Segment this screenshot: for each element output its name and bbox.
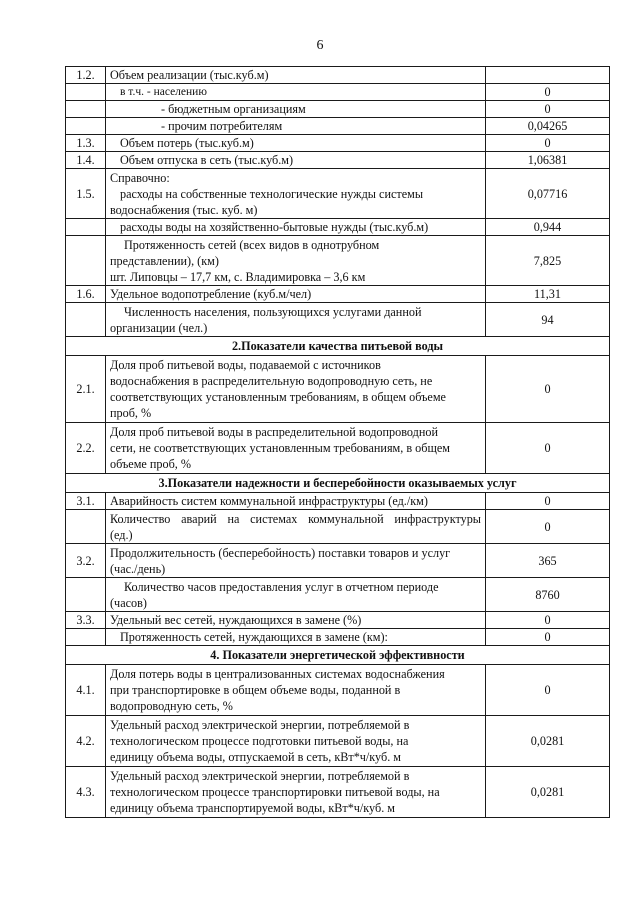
description-line: объеме проб, % xyxy=(110,457,192,471)
row-value: 365 xyxy=(486,544,610,578)
row-number: 4.1. xyxy=(66,665,106,716)
row-description xyxy=(106,578,486,612)
description-line: при транспортировке в общем объеме воды, поданной в xyxy=(110,683,401,697)
row-number: 3.2. xyxy=(66,544,106,578)
row-number: 1.3. xyxy=(66,135,106,152)
description-line: Удельный расход электрической энергии, потребляемой в xyxy=(110,718,410,732)
row-description xyxy=(106,767,486,818)
row-value: 0 xyxy=(486,510,610,544)
row-number xyxy=(66,303,106,337)
table-row xyxy=(66,767,610,818)
row-value: 0,0281 xyxy=(486,716,610,767)
description-line: водоснабжения (тыс. куб. м) xyxy=(110,202,258,217)
row-value: 0 xyxy=(486,665,610,716)
table-row xyxy=(66,629,610,646)
description-line: Численность населения, пользующихся услугами данной xyxy=(124,304,422,319)
table-row xyxy=(66,118,610,135)
table-row xyxy=(66,303,610,337)
indicators-table xyxy=(65,66,610,818)
description-line: Удельный расход электрической энергии, потребляемой в xyxy=(110,769,410,783)
table-row xyxy=(66,544,610,578)
row-description: Аварийность систем коммунальной инфраструктуры (ед./км) xyxy=(106,493,486,510)
row-value: 0,07716 xyxy=(486,169,610,219)
table-row xyxy=(66,101,610,118)
row-value: 11,31 xyxy=(486,286,610,303)
row-value: 7,825 xyxy=(486,236,610,286)
row-description xyxy=(106,303,486,337)
row-number xyxy=(66,118,106,135)
row-number: 4.3. xyxy=(66,767,106,818)
row-number: 2.2. xyxy=(66,423,106,474)
row-number xyxy=(66,219,106,236)
row-number: 2.1. xyxy=(66,356,106,423)
row-value: 0,0281 xyxy=(486,767,610,818)
row-number xyxy=(66,578,106,612)
section-title: 4. Показатели энергетической эффективности xyxy=(66,646,610,665)
row-description: в т.ч. - населению xyxy=(106,84,486,101)
row-value: 8760 xyxy=(486,578,610,612)
table-row xyxy=(66,152,610,169)
description-line: Продолжительность (бесперебойность) поставки товаров и услуг xyxy=(110,545,451,560)
description-line: сети, не соответствующих установленным требованиям, в общем xyxy=(110,441,450,455)
row-value: 1,06381 xyxy=(486,152,610,169)
table-row xyxy=(66,236,610,286)
row-description xyxy=(106,356,486,423)
row-description: Удельное водопотребление (куб.м/чел) xyxy=(106,286,486,303)
description-line: шт. Липовцы – 17,7 км, с. Владимировка – 3,6 км xyxy=(110,269,366,284)
row-description xyxy=(106,169,486,219)
row-description: Протяженность сетей, нуждающихся в замене (км): xyxy=(106,629,486,646)
table-row xyxy=(66,578,610,612)
description-line: соответствующих установленным требованиям, в общем объеме xyxy=(110,390,446,404)
row-value: 94 xyxy=(486,303,610,337)
description-line: (час./день) xyxy=(110,561,166,576)
row-value: 0,944 xyxy=(486,219,610,236)
row-value: 0,04265 xyxy=(486,118,610,135)
row-number: 1.6. xyxy=(66,286,106,303)
section-title: 2.Показатели качества питьевой воды xyxy=(66,337,610,356)
table-row xyxy=(66,493,610,510)
row-value: 0 xyxy=(486,356,610,423)
description-line: технологическом процессе подготовки питьевой воды, на xyxy=(110,734,409,748)
section-title: 3.Показатели надежности и бесперебойности оказываемых услуг xyxy=(66,474,610,493)
row-description: расходы воды на хозяйственно-бытовые нужды (тыс.куб.м) xyxy=(106,219,486,236)
row-value: 0 xyxy=(486,629,610,646)
description-line: проб, % xyxy=(110,406,152,420)
description-line: расходы на собственные технологические нужды системы xyxy=(120,186,424,201)
row-description: Объем потерь (тыс.куб.м) xyxy=(106,135,486,152)
row-value: 0 xyxy=(486,493,610,510)
description-line: Количество аварий на системах коммунальной инфраструктуры xyxy=(110,511,481,526)
section-header xyxy=(66,646,610,665)
table-row xyxy=(66,169,610,219)
description-line: (ед.) xyxy=(110,527,133,542)
table-row xyxy=(66,612,610,629)
table-row xyxy=(66,286,610,303)
section-header xyxy=(66,337,610,356)
description-line: водоснабжения в распределительную водопроводную сеть, не xyxy=(110,374,433,388)
description-line: Количество часов предоставления услуг в отчетном периоде xyxy=(124,579,439,594)
row-value xyxy=(486,67,610,84)
row-description xyxy=(106,423,486,474)
row-number xyxy=(66,629,106,646)
description-line: водопроводную сеть, % xyxy=(110,699,233,713)
row-number xyxy=(66,84,106,101)
description-line: (часов) xyxy=(110,595,147,610)
row-description: Объем реализации (тыс.куб.м) xyxy=(106,67,486,84)
row-description: Объем отпуска в сеть (тыс.куб.м) xyxy=(106,152,486,169)
row-description xyxy=(106,510,486,544)
row-number xyxy=(66,510,106,544)
row-number xyxy=(66,101,106,118)
row-value: 0 xyxy=(486,135,610,152)
table-row xyxy=(66,84,610,101)
row-value: 0 xyxy=(486,423,610,474)
row-value: 0 xyxy=(486,101,610,118)
row-description xyxy=(106,544,486,578)
table-row xyxy=(66,356,610,423)
table-row xyxy=(66,219,610,236)
description-line: Доля проб питьевой воды, подаваемой с источников xyxy=(110,358,381,372)
description-line: Доля потерь воды в централизованных системах водоснабжения xyxy=(110,667,445,681)
row-description xyxy=(106,665,486,716)
row-number: 3.3. xyxy=(66,612,106,629)
description-line: единицу объема воды, отпускаемой в сеть, кВт*ч/куб. м xyxy=(110,750,401,764)
row-value: 0 xyxy=(486,84,610,101)
table-row xyxy=(66,423,610,474)
row-number: 1.2. xyxy=(66,67,106,84)
row-number: 1.5. xyxy=(66,169,106,219)
table-row xyxy=(66,510,610,544)
row-value: 0 xyxy=(486,612,610,629)
description-line: Протяженность сетей (всех видов в однотрубном xyxy=(124,237,380,252)
description-line: организации (чел.) xyxy=(110,320,208,335)
row-description: - прочим потребителям xyxy=(106,118,486,135)
row-number: 4.2. xyxy=(66,716,106,767)
row-description xyxy=(106,716,486,767)
row-description xyxy=(106,236,486,286)
section-header xyxy=(66,474,610,493)
description-line: Доля проб питьевой воды в распределительной водопроводной xyxy=(110,425,438,439)
table-row xyxy=(66,665,610,716)
description-line: представлении), (км) xyxy=(110,253,219,268)
page-number: 6 xyxy=(316,38,324,53)
description-line: Справочно: xyxy=(110,170,170,185)
row-description: Удельный вес сетей, нуждающихся в замене (%) xyxy=(106,612,486,629)
row-number: 3.1. xyxy=(66,493,106,510)
description-line: единицу объема транспортируемой воды, кВт*ч/куб. м xyxy=(110,801,395,815)
table-row xyxy=(66,135,610,152)
table-row xyxy=(66,716,610,767)
row-description: - бюджетным организациям xyxy=(106,101,486,118)
table-row xyxy=(66,67,610,84)
description-line: технологическом процессе транспортировки питьевой воды, на xyxy=(110,785,440,799)
row-number: 1.4. xyxy=(66,152,106,169)
row-number xyxy=(66,236,106,286)
